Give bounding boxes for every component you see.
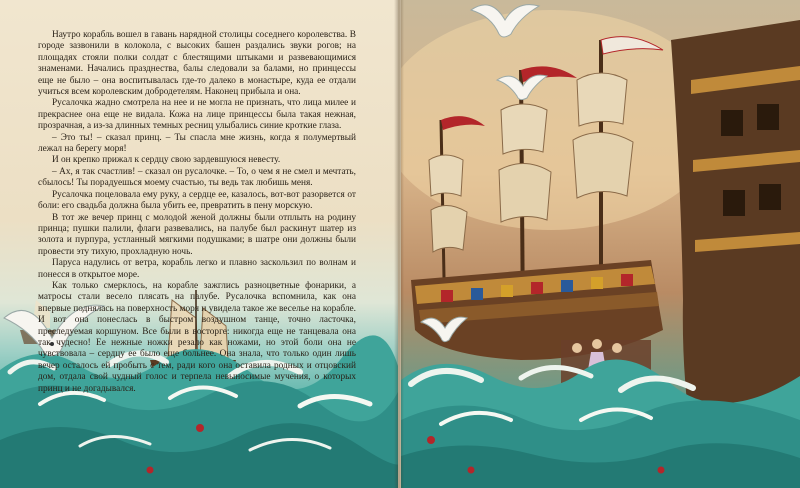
rose-icon — [468, 467, 475, 474]
paragraph: Русалочка поцеловала ему руку, а сердце ее, казалось, вот-вот разорвется от боли: его свадьба должна была убить ее, превратить в пену морскую. — [38, 189, 356, 212]
paragraph: Паруса надулись от ветра, корабль легко и плавно заскользил по волнам и понесся в открытое море. — [38, 258, 356, 280]
ship-illustration — [401, 0, 800, 488]
story-text — [38, 30, 356, 395]
paragraph: – Это ты! – сказал принц. – Ты спасла мне жизнь, когда я полумертвый лежал на берегу моря! — [38, 132, 356, 155]
paragraph: В тот же вечер принц с молодой женой должны были отплыть на родину принца; пушки палили, флаги развевались, на палубе был раскинут шатер из золота и пурпура, устланный мягкими подушками; в шатре они должны были провести эту тихую, прохладную ночь. — [38, 212, 356, 257]
book-gutter — [394, 0, 404, 488]
rose-icon — [427, 436, 435, 444]
rose-icon — [196, 424, 204, 432]
rose-icon — [147, 467, 154, 474]
paragraph: Русалочка жадно смотрела на нее и не могла не признать, что лица милее и прекраснее она еще не видала. Кожа на лице принцессы была такая нежная, прозрачная, а из-за длинных темных ресниц улыбались синие кроткие глаза. — [38, 98, 356, 132]
right-page — [401, 0, 800, 488]
rose-icon — [658, 467, 665, 474]
paragraph: Как только смерклось, на корабле зажглись разноцветные фонарики, а матросы стали весело плясать на палубе. Русалочка вспомнила, как она впервые поднялась на поверхность моря и увидела такое же веселье на корабле. И вот она понеслась в быстром воздушном танце, точно ласточка, преследуемая коршуном. Все были в восторге: никогда еще не танцевала она так чудесно! Ее нежные ножки резало как ножами, но этой боли она не чувствовала – сердцу ее было еще больнее. Она знала, что только один лишь вечер осталось ей пробыть с тем, ради кого она оставила родных и отцовский дом, отдала свой чудный голос и терпела невыносимые мучения, о которых принц и не догадывался. — [38, 280, 356, 394]
paragraph: – Ах, я так счастлив! – сказал он русалочке. – То, о чем я не смел и мечтать, сбылось! Ты порадуешься моему счастью, ты ведь так любишь меня. — [38, 166, 356, 189]
left-page — [0, 0, 398, 488]
paragraph: Наутро корабль вошел в гавань нарядной столицы соседнего королевства. В городе зазвонили в колокола, с высоких башен раздались звуки рогов; на площадях стояли полки солдат с блестящими штыками и развевающимися знаменами. Начались празднества, балы следовали за балами, но принцессы еще не было – она воспитывалась где-то далеко в монастыре, куда ее отдали учиться всем королевским добродетелям. Наконец прибыла и она. — [38, 30, 356, 98]
paragraph: И он крепко прижал к сердцу свою зардевшуюся невесту. — [52, 155, 281, 166]
